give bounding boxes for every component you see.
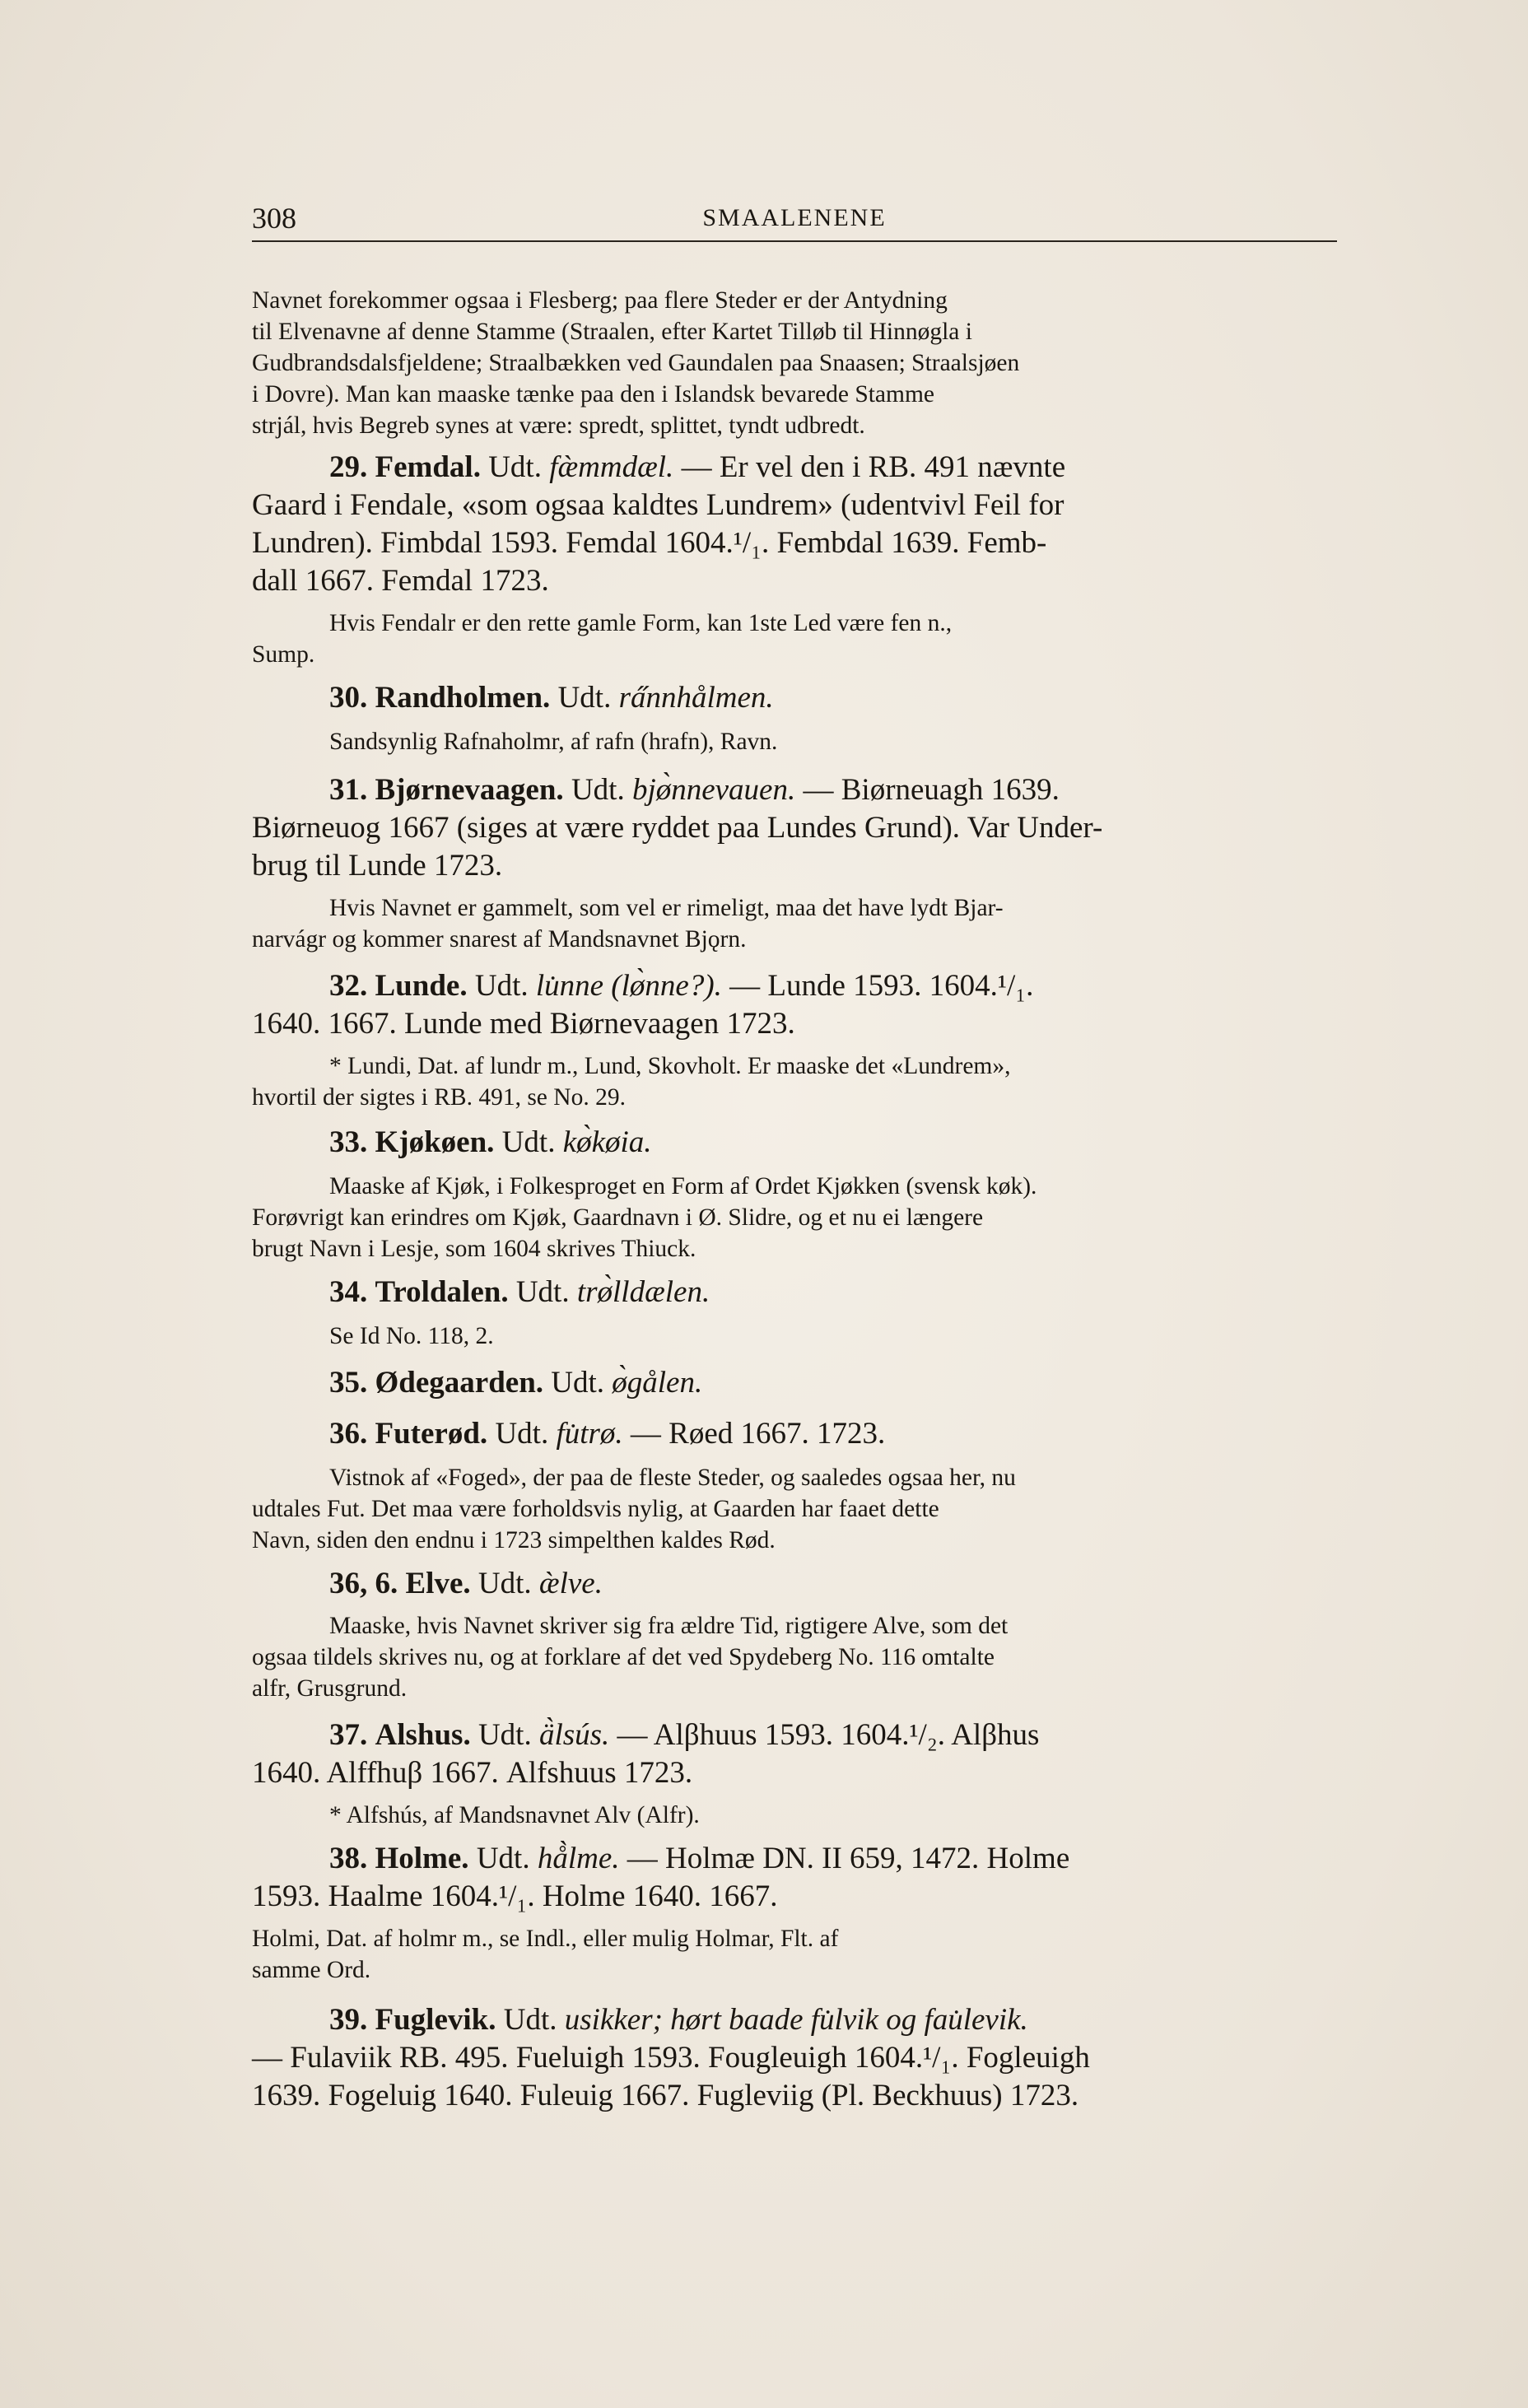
entry-note: Maaske af Kjøk, i Folkesproget en Form af Ordet Kjøkken (svensk køk). xyxy=(329,1173,1037,1199)
pronunciation: fæ̀mmdæl. xyxy=(549,450,674,484)
pronunciation: kø̀køia. xyxy=(562,1125,652,1159)
entry-note: Forøvrigt kan erindres om Kjøk, Gaardnavn i Ø. Slidre, og et nu ei længere xyxy=(252,1204,984,1231)
entry-name: Fuglevik. xyxy=(375,2003,496,2037)
entry-heading xyxy=(252,1274,1347,1311)
intro-line: Gudbrandsdalsfjeldene; Straalbækken ved Gaundalen paa Snaasen; Straalsjøen xyxy=(252,350,1020,376)
entry-heading xyxy=(252,1125,1347,1161)
entry-name: Randholmen. xyxy=(375,681,551,715)
udt-label: Udt. xyxy=(474,969,529,1003)
pronunciation: hå̀lme. xyxy=(537,1842,620,1875)
entry-text: — Alβhuus 1593. 1604.¹/₂. Alβhus xyxy=(617,1718,1040,1752)
entry-heading xyxy=(252,1566,1347,1602)
intro-line: til Elvenavne af denne Stamme (Straalen, efter Kartet Tilløb til Hinnøgla i xyxy=(252,319,972,345)
entry-heading xyxy=(252,1416,1347,1452)
entry-number: 32. xyxy=(329,969,368,1003)
intro-line: strjál, hvis Begreb synes at være: spredt, splittet, tyndt udbredt. xyxy=(252,412,865,439)
entry-heading xyxy=(252,449,1347,486)
pronunciation: ra̋nnhålmen. xyxy=(618,681,774,715)
entry-text: 1640. 1667. Lunde med Biørnevaagen 1723. xyxy=(252,1007,795,1041)
entry-note: Vistnok af «Foged», der paa de fleste Steder, og saaledes ogsaa her, nu xyxy=(329,1465,1016,1491)
entry-name: Femdal. xyxy=(375,450,481,484)
entry-note: ogsaa tildels skrives nu, og at forklare af det ved Spydeberg No. 116 omtalte xyxy=(252,1644,995,1670)
pronunciation: trø̀lldælen. xyxy=(576,1275,710,1309)
entry-name: Troldalen. xyxy=(375,1275,509,1309)
entry-note: udtales Fut. Det maa være forholdsvis nylig, at Gaarden har faaet dette xyxy=(252,1496,939,1522)
pronunciation: bjø̀nnevauen. xyxy=(631,773,796,807)
header-rule xyxy=(252,240,1337,242)
entry-note: hvortil der sigtes i RB. 491, se No. 29. xyxy=(252,1084,626,1111)
pronunciation: fu̇trø. xyxy=(556,1417,623,1451)
entry-note: * Alfshús, af Mandsnavnet Alv (Alfr). xyxy=(329,1802,700,1828)
entry-number: 38. xyxy=(329,1842,368,1875)
entry-number: 34. xyxy=(329,1275,368,1309)
entry-note: narvágr og kommer snarest af Mandsnavnet Bjǫrn. xyxy=(252,926,747,952)
entry-note: brugt Navn i Lesje, som 1604 skrives Thiuck. xyxy=(252,1236,696,1262)
entry-note: Maaske, hvis Navnet skriver sig fra ældre Tid, rigtigere Alve, som det xyxy=(329,1613,1009,1639)
entry-text: Biørneuog 1667 (siges at være ryddet paa Lundes Grund). Var Under- xyxy=(252,811,1103,845)
running-title: SMAALENENE xyxy=(702,204,887,231)
udt-label: Udt. xyxy=(488,450,542,484)
entry-heading xyxy=(252,1717,1347,1754)
udt-label: Udt. xyxy=(571,773,625,807)
entry-number: 39. xyxy=(329,2003,368,2037)
entry-note: Se Id No. 118, 2. xyxy=(329,1323,494,1349)
entry-note: Hvis Fendalr er den rette gamle Form, kan 1ste Led være fen n., xyxy=(329,610,953,636)
udt-label: Udt. xyxy=(478,1567,532,1600)
udt-label: Udt. xyxy=(515,1275,570,1309)
udt-label: Udt. xyxy=(495,1417,549,1451)
entry-name: Ødegaarden. xyxy=(375,1366,544,1400)
entry-number: 36. xyxy=(329,1417,368,1451)
entry-note: Sump. xyxy=(252,641,315,668)
intro-line: i Dovre). Man kan maaske tænke paa den i Islandsk bevarede Stamme xyxy=(252,381,935,408)
entry-number: 31. xyxy=(329,773,368,807)
entry-number: 37. xyxy=(329,1718,368,1752)
entry-name: Futerød. xyxy=(375,1417,488,1451)
entry-text: — Fulaviik RB. 495. Fueluigh 1593. Fougleuigh 1604.¹/₁. Fogleuigh xyxy=(252,2041,1090,2075)
udt-label: Udt. xyxy=(478,1718,532,1752)
entry-heading xyxy=(252,680,1347,716)
entry-note: samme Ord. xyxy=(252,1957,371,1983)
pronunciation: lu̇nne (lø̀nne?). xyxy=(535,969,722,1003)
entry-number: 36, 6. xyxy=(329,1567,398,1600)
pronunciation: æ̀lve. xyxy=(538,1567,603,1600)
entry-text: dall 1667. Femdal 1723. xyxy=(252,564,549,598)
entry-note: alfr, Grusgrund. xyxy=(252,1675,408,1702)
entry-name: Bjørnevaagen. xyxy=(375,773,564,807)
entry-heading xyxy=(252,1841,1347,1877)
entry-note: * Lundi, Dat. af lundr m., Lund, Skovholt. Er maaske det «Lundrem», xyxy=(329,1053,1011,1079)
entry-heading xyxy=(252,772,1347,808)
entry-name: Kjøkøen. xyxy=(375,1125,495,1159)
entry-text: 1593. Haalme 1604.¹/₁. Holme 1640. 1667. xyxy=(252,1879,778,1913)
entry-note: Holmi, Dat. af holmr m., se Indl., eller mulig Holmar, Flt. af xyxy=(252,1926,839,1952)
pronunciation: ø̀gålen. xyxy=(612,1366,703,1400)
entry-number: 29. xyxy=(329,450,368,484)
entry-text: 1640. Alffhuβ 1667. Alfshuus 1723. xyxy=(252,1756,693,1790)
entry-text: Lundren). Fimbdal 1593. Femdal 1604.¹/₁. Fembdal 1639. Femb- xyxy=(252,526,1047,560)
entry-text: brug til Lunde 1723. xyxy=(252,849,503,883)
entry-heading xyxy=(252,968,1347,1004)
entry-number: 33. xyxy=(329,1125,368,1159)
entry-text: — Er vel den i RB. 491 nævnte xyxy=(681,450,1066,484)
udt-label: Udt. xyxy=(503,2003,557,2037)
udt-label: Udt. xyxy=(551,1366,605,1400)
entry-text: Gaard i Fendale, «som ogsaa kaldtes Lundrem» (udentvivl Feil for xyxy=(252,488,1064,522)
entry-heading xyxy=(252,2002,1347,2038)
entry-text: — Lunde 1593. 1604.¹/₁. xyxy=(729,969,1034,1003)
entry-name: Lunde. xyxy=(375,969,468,1003)
entry-text: — Biørneuagh 1639. xyxy=(803,773,1060,807)
entry-name: Elve. xyxy=(405,1567,471,1600)
entry-name: Alshus. xyxy=(375,1718,471,1752)
entry-name: Holme. xyxy=(375,1842,469,1875)
entry-heading xyxy=(252,1365,1347,1401)
intro-line: Navnet forekommer ogsaa i Flesberg; paa flere Steder er der Antydning xyxy=(252,287,948,314)
entry-note: Hvis Navnet er gammelt, som vel er rimeligt, maa det have lydt Bjar- xyxy=(329,895,1004,921)
entry-note: Navn, siden den endnu i 1723 simpelthen kaldes Rød. xyxy=(252,1527,776,1553)
udt-label: Udt. xyxy=(476,1842,530,1875)
pronunciation: ä̀lsús. xyxy=(538,1718,610,1752)
entry-number: 30. xyxy=(329,681,368,715)
udt-label: Udt. xyxy=(557,681,612,715)
page-number: 308 xyxy=(252,202,296,235)
udt-label: Udt. xyxy=(501,1125,556,1159)
page-header xyxy=(252,201,1337,239)
entry-text: — Røed 1667. 1723. xyxy=(630,1417,886,1451)
entry-number: 35. xyxy=(329,1366,368,1400)
entry-note: Sandsynlig Rafnaholmr, af rafn (hrafn), Ravn. xyxy=(329,729,778,755)
pronunciation: usikker; hørt baade fu̇lvik og fau̇levik. xyxy=(564,2003,1028,2037)
entry-text: 1639. Fogeluig 1640. Fuleuig 1667. Fugleviig (Pl. Beckhuus) 1723. xyxy=(252,2079,1079,2112)
entry-text: — Holmæ DN. II 659, 1472. Holme xyxy=(627,1842,1070,1875)
